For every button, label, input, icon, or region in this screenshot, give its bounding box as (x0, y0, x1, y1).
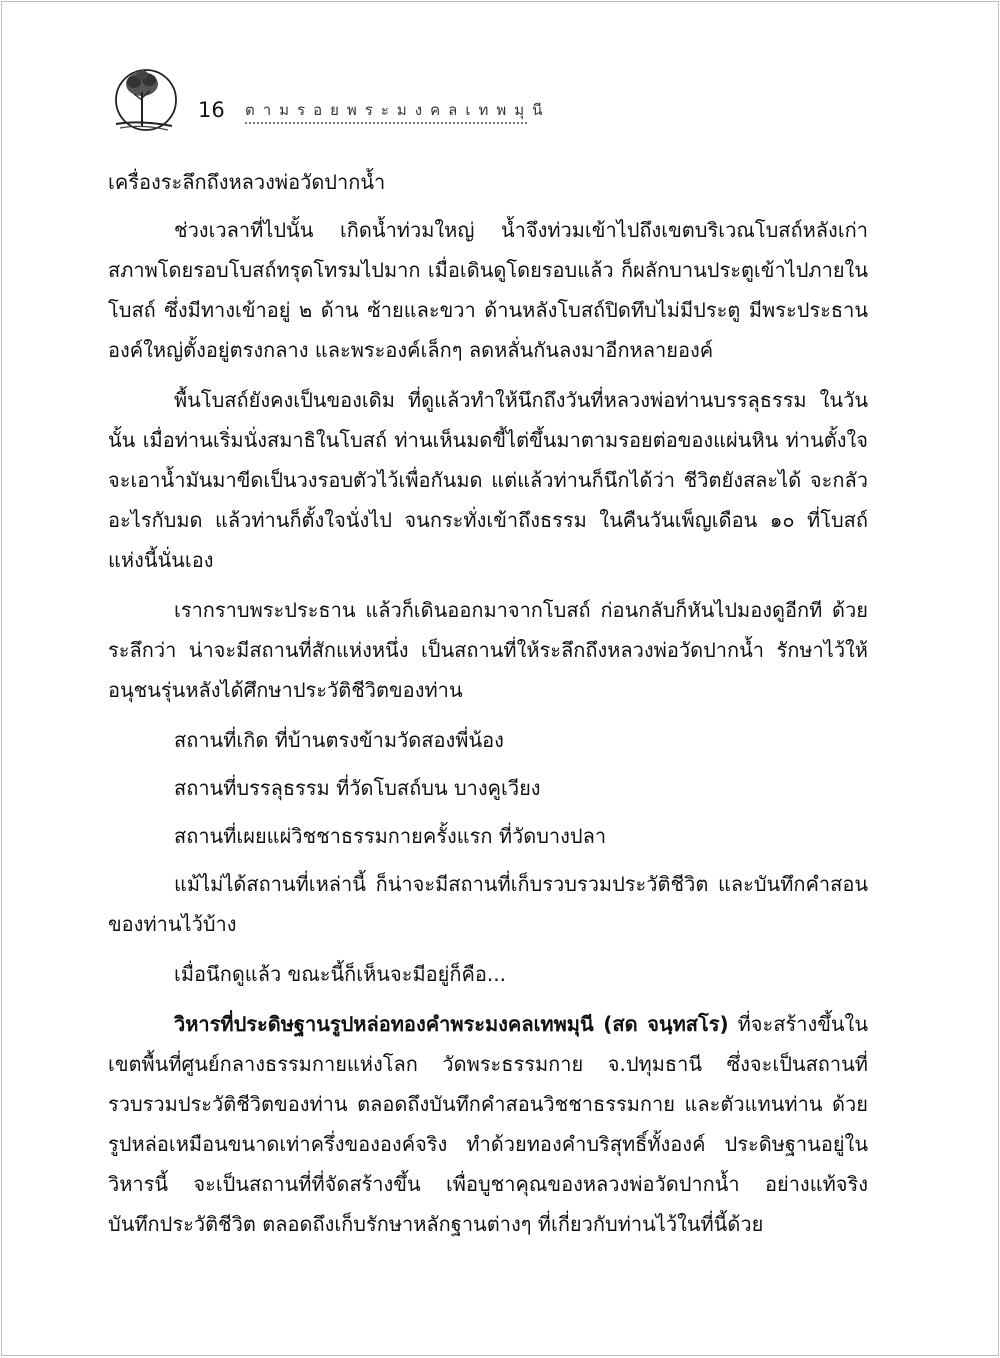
vihara-name: วิหารที่ประดิษฐานรูปหล่อทองคำพระมงคลเทพมุนี (สด จนฺทสโร) (174, 1012, 729, 1036)
paragraph-5: แม้ไม่ได้สถานที่เหล่านี้ ก็น่าจะมีสถานที่เก็บรวบรวมประวัติชีวิต และบันทึกคำสอนของท่านไว้บ้าง (108, 872, 868, 936)
paragraph-6: เมื่อนึกดูแล้ว ขณะนี้ก็เห็นจะมีอยู่ก็คือ... (174, 962, 506, 986)
title-dotted-rule (245, 122, 527, 124)
page-header (102, 60, 602, 140)
list-item-birthplace: สถานที่เกิด ที่บ้านตรงข้ามวัดสองพี่น้อง (174, 728, 504, 752)
running-title: ตามรอยพระมงคลเทพมุนี (245, 101, 551, 119)
book-page (1, 1, 999, 1356)
paragraph-3: พื้นโบสถ์ยังคงเป็นของเดิม ที่ดูแล้วทำให้นึกถึงวันที่หลวงพ่อท่านบรรลุธรรม ในวันนั้น เมื่อท่านเริ่มนั่งสมาธิในโบสถ์ ท่านเห็นมดขี้ไต่ขึ้นมาตามรอยต่อของแผ่นหิน ท่านตั้งใจจะเอาน้ำมันมาขีดเป็นวงรอบตัวไว้เพื่อกันมด แต่แล้วท่านก็นึกได้ว่า ชีวิตยังสละได้ จะกลัวอะไรกับมด แล้วท่านก็ตั้งใจนั่งไป จนกระทั่งเข้าถึงธรรม ในคืนวันเพ็ญเดือน ๑๐ ที่โบสถ์แห่งนี้นั่นเอง (108, 388, 868, 572)
list-item-enlightenment-place: สถานที่บรรลุธรรม ที่วัดโบสถ์บน บางคูเวียง (174, 776, 541, 800)
paragraph-4: เรากราบพระประธาน แล้วก็เดินออกมาจากโบสถ์ ก่อนกลับก็หันไปมองดูอีกที ด้วยระลึกว่า น่าจะมีสถานที่สักแห่งหนึ่ง เป็นสถานที่ให้ระลึกถึงหลวงพ่อวัดปากน้ำ รักษาไว้ให้อนุชนรุ่นหลังได้ศึกษาประวัติชีวิตของท่าน (108, 598, 868, 702)
paragraph-1: เครื่องระลึกถึงหลวงพ่อวัดปากน้ำ (108, 170, 386, 194)
paragraph-7 (108, 1004, 868, 1244)
paragraph-2: ช่วงเวลาที่ไปนั้น เกิดน้ำท่วมใหญ่ น้ำจึงท่วมเข้าไปถึงเขตบริเวณโบสถ์หลังเก่า สภาพโดยรอบโบสถ์ทรุดโทรมไปมาก เมื่อเดินดูโดยรอบแล้ว ก็ผลักบานประตูเข้าไปภายในโบสถ์ ซึ่งมีทางเข้าอยู่ ๒ ด้าน ซ้ายและขวา ด้านหลังโบสถ์ปิดทึบไม่มีประตู มีพระประธานองค์ใหญ่ตั้งอยู่ตรงกลาง และพระองค์เล็กๆ ลดหลั่นกันลงมาอีกหลายองค์ (108, 218, 868, 362)
page-content (108, 162, 868, 1254)
page-number: 16 (198, 98, 225, 122)
bodhi-tree-logo-icon (102, 60, 182, 138)
paragraph-7-text: ที่จะสร้างขึ้นในเขตพื้นที่ศูนย์กลางธรรมกายแห่งโลก วัดพระธรรมกาย จ.ปทุมธานี ซึ่งจะเป็นสถานที่รวบรวมประวัติชีวิตของท่าน ตลอดถึงบันทึกคำสอนวิชชาธรรมกาย และตัวแทนท่าน ด้วยรูปหล่อเหมือนขนาดเท่าครึ่งขององค์จริง ทำด้วยทองคำบริสุทธิ์ทั้งองค์ ประดิษฐานอยู่ในวิหารนี้ จะเป็นสถานที่ที่จัดสร้างขึ้น เพื่อบูชาคุณของหลวงพ่อวัดปากน้ำ อย่างแท้จริง บันทึกประวัติชีวิต ตลอดถึงเก็บรักษาหลักฐานต่างๆ ที่เกี่ยวกับท่านไว้ในที่นี้ด้วย (108, 1012, 868, 1236)
list-item-first-teaching-place: สถานที่เผยแผ่วิชชาธรรมกายครั้งแรก ที่วัดบางปลา (174, 824, 607, 848)
